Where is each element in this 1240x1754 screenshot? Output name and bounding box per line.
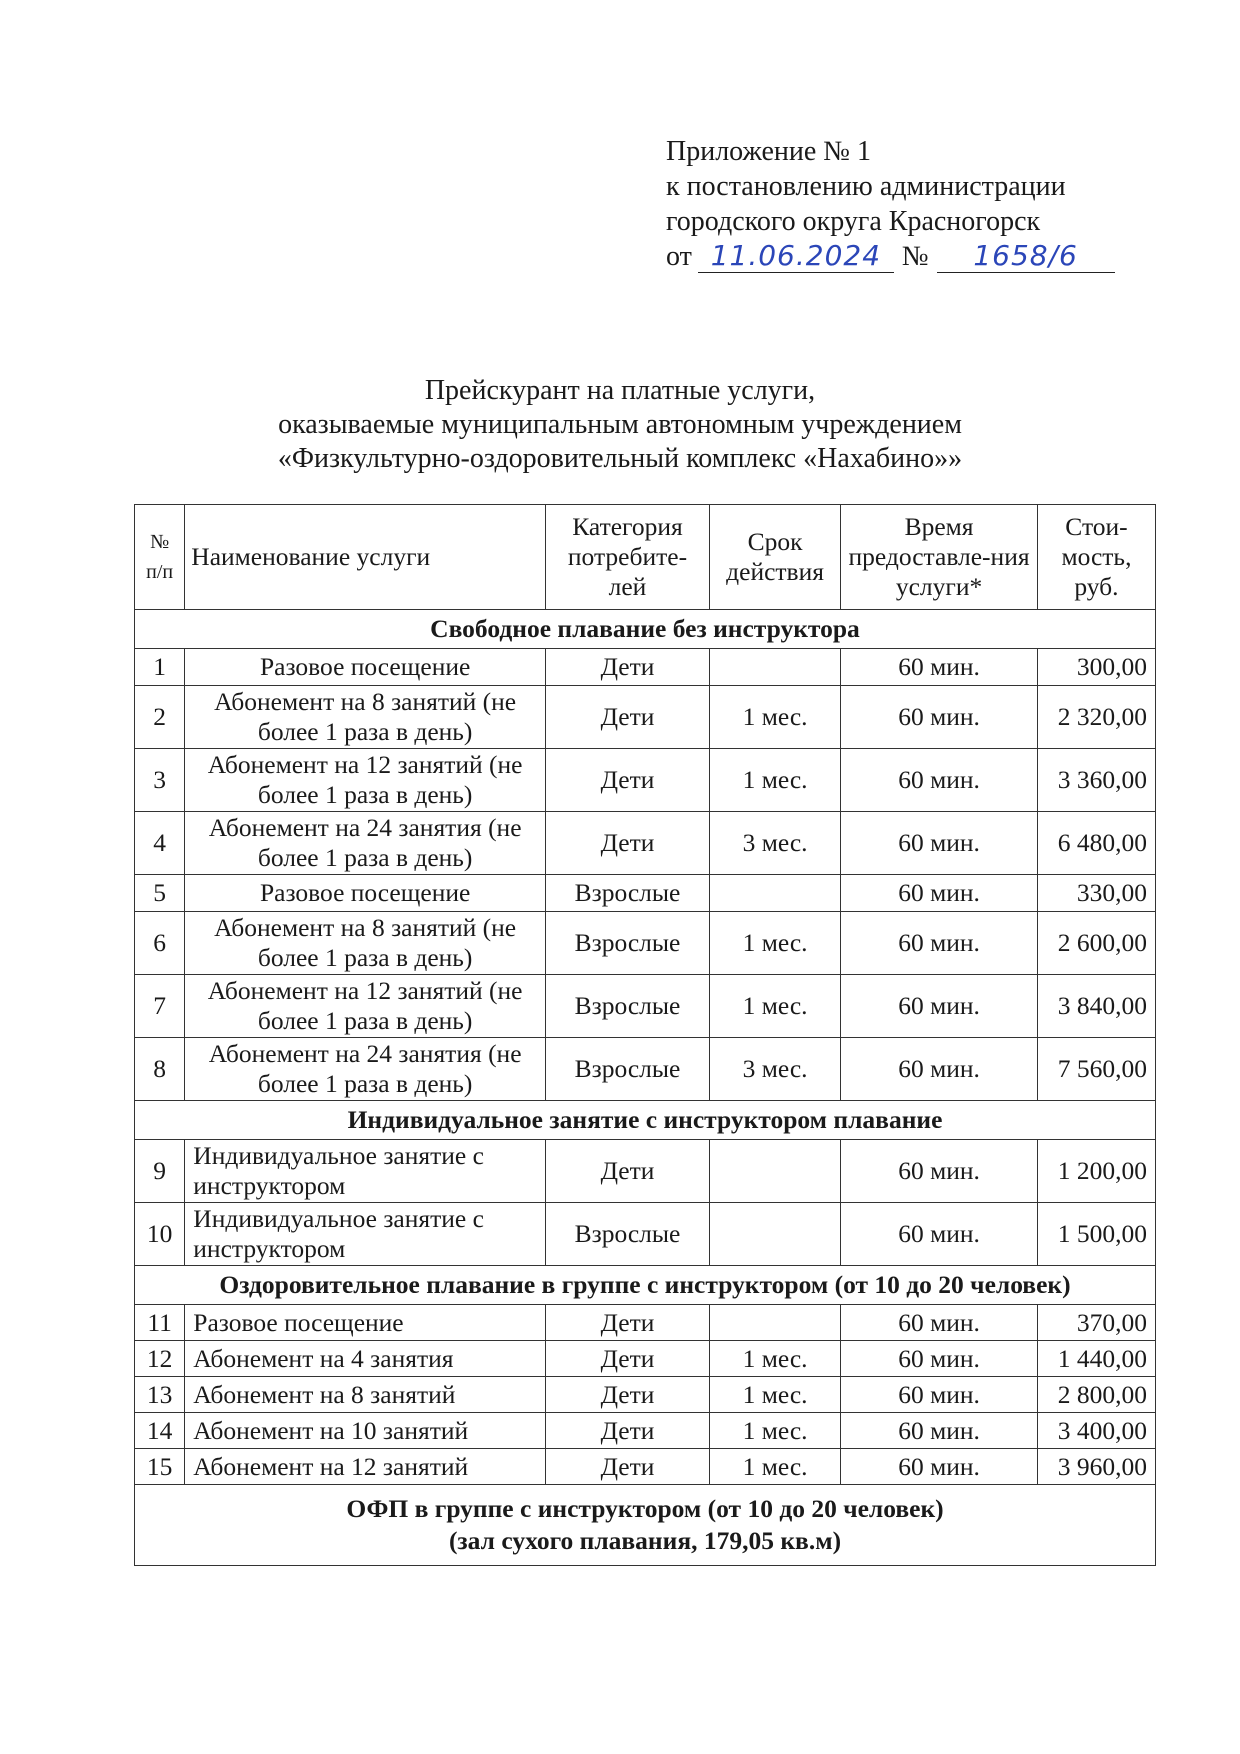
service-name: Абонемент на 8 занятий (не более 1 раза в день) — [185, 912, 546, 975]
consumer-category: Дети — [546, 749, 710, 812]
consumer-category: Дети — [546, 812, 710, 875]
service-duration: 60 мин. — [841, 1341, 1038, 1377]
header-category: Категория потребите-лей — [546, 505, 710, 610]
service-price: 3 840,00 — [1037, 975, 1155, 1038]
row-number: 2 — [135, 686, 185, 749]
row-number: 6 — [135, 912, 185, 975]
service-duration: 60 мин. — [841, 1413, 1038, 1449]
service-price: 1 200,00 — [1037, 1140, 1155, 1203]
row-number: 11 — [135, 1305, 185, 1341]
service-duration: 60 мин. — [841, 912, 1038, 975]
service-duration: 60 мин. — [841, 649, 1038, 686]
from-label: от — [666, 241, 692, 272]
appendix-line-4 — [666, 239, 1115, 274]
service-name: Разовое посещение — [185, 1305, 546, 1341]
table-row — [135, 686, 1156, 749]
row-number: 15 — [135, 1449, 185, 1485]
service-price: 2 320,00 — [1037, 686, 1155, 749]
validity-term: 1 мес. — [709, 912, 840, 975]
service-name: Абонемент на 24 занятия (не более 1 раза в день) — [185, 812, 546, 875]
table-row — [135, 812, 1156, 875]
row-number: 12 — [135, 1341, 185, 1377]
service-name: Абонемент на 8 занятий (не более 1 раза в день) — [185, 686, 546, 749]
row-number: 10 — [135, 1203, 185, 1266]
service-duration: 60 мин. — [841, 1203, 1038, 1266]
validity-term — [709, 875, 840, 912]
row-number: 9 — [135, 1140, 185, 1203]
table-row — [135, 1305, 1156, 1341]
header-price: Стои-мость, руб. — [1037, 505, 1155, 610]
service-price: 1 440,00 — [1037, 1341, 1155, 1377]
consumer-category: Взрослые — [546, 875, 710, 912]
service-duration: 60 мин. — [841, 749, 1038, 812]
table-row — [135, 1140, 1156, 1203]
section-title: Индивидуальное занятие с инструктором плавание — [135, 1101, 1156, 1140]
service-price: 7 560,00 — [1037, 1038, 1155, 1101]
service-price: 330,00 — [1037, 875, 1155, 912]
service-duration: 60 мин. — [841, 1377, 1038, 1413]
appendix-line-2: к постановлению администрации — [666, 171, 1066, 202]
appendix-line-3: городского округа Красногорск — [666, 206, 1041, 237]
service-price: 3 400,00 — [1037, 1413, 1155, 1449]
validity-term: 1 мес. — [709, 686, 840, 749]
service-name: Индивидуальное занятие с инструктором — [185, 1203, 546, 1266]
service-name: Абонемент на 12 занятий (не более 1 раза в день) — [185, 749, 546, 812]
service-price: 370,00 — [1037, 1305, 1155, 1341]
number-label: № — [901, 241, 929, 272]
service-name: Абонемент на 10 занятий — [185, 1413, 546, 1449]
row-number: 4 — [135, 812, 185, 875]
table-row — [135, 1413, 1156, 1449]
header-term: Срок действия — [709, 505, 840, 610]
table-row — [135, 912, 1156, 975]
service-name: Разовое посещение — [185, 649, 546, 686]
row-number: 13 — [135, 1377, 185, 1413]
consumer-category: Дети — [546, 649, 710, 686]
section-title: Свободное плавание без инструктора — [135, 610, 1156, 649]
table-row — [135, 1038, 1156, 1101]
price-table-body — [135, 610, 1156, 1566]
service-name: Индивидуальное занятие с инструктором — [185, 1140, 546, 1203]
header-name: Наименование услуги — [185, 505, 546, 610]
validity-term — [709, 1203, 840, 1266]
price-table — [134, 504, 1156, 1566]
consumer-category: Дети — [546, 1305, 710, 1341]
validity-term: 1 мес. — [709, 1413, 840, 1449]
handwritten-date: 11.06.2024 — [710, 239, 882, 272]
table-row — [135, 1449, 1156, 1485]
section-title: Оздоровительное плавание в группе с инструктором (от 10 до 20 человек) — [135, 1266, 1156, 1305]
title-line-2: оказываемые муниципальным автономным учреждением — [278, 409, 962, 440]
validity-term: 1 мес. — [709, 1449, 840, 1485]
section-title-line-2: (зал сухого плавания, 179,05 кв.м) — [448, 1526, 842, 1555]
service-name: Абонемент на 24 занятия (не более 1 раза в день) — [185, 1038, 546, 1101]
table-row — [135, 1341, 1156, 1377]
validity-term: 1 мес. — [709, 749, 840, 812]
consumer-category: Дети — [546, 1449, 710, 1485]
service-name: Абонемент на 12 занятий (не более 1 раза в день) — [185, 975, 546, 1038]
row-number: 1 — [135, 649, 185, 686]
validity-term — [709, 1140, 840, 1203]
section-title-line-1: ОФП в группе с инструктором (от 10 до 20 человек) — [346, 1494, 944, 1523]
table-row — [135, 1377, 1156, 1413]
row-number: 7 — [135, 975, 185, 1038]
consumer-category: Дети — [546, 1377, 710, 1413]
service-price: 300,00 — [1037, 649, 1155, 686]
section-title — [135, 1485, 1156, 1566]
consumer-category: Взрослые — [546, 1203, 710, 1266]
consumer-category: Взрослые — [546, 1038, 710, 1101]
row-number: 8 — [135, 1038, 185, 1101]
validity-term: 1 мес. — [709, 1341, 840, 1377]
service-duration: 60 мин. — [841, 812, 1038, 875]
consumer-category: Дети — [546, 1140, 710, 1203]
consumer-category: Дети — [546, 1413, 710, 1449]
table-row — [135, 749, 1156, 812]
service-price: 2 800,00 — [1037, 1377, 1155, 1413]
consumer-category: Дети — [546, 1341, 710, 1377]
row-number: 5 — [135, 875, 185, 912]
table-row — [135, 975, 1156, 1038]
validity-term: 1 мес. — [709, 1377, 840, 1413]
service-duration: 60 мин. — [841, 686, 1038, 749]
table-row — [135, 649, 1156, 686]
table-header-row — [135, 505, 1156, 610]
section-header-row — [135, 1101, 1156, 1140]
section-header-row — [135, 1266, 1156, 1305]
validity-term — [709, 649, 840, 686]
service-price: 3 360,00 — [1037, 749, 1155, 812]
service-duration: 60 мин. — [841, 1449, 1038, 1485]
service-price: 6 480,00 — [1037, 812, 1155, 875]
section-header-row — [135, 1485, 1156, 1566]
title-line-3: «Физкультурно-оздоровительный комплекс «Нахабино»» — [277, 443, 963, 474]
service-price: 1 500,00 — [1037, 1203, 1155, 1266]
table-row — [135, 1203, 1156, 1266]
service-name: Абонемент на 4 занятия — [185, 1341, 546, 1377]
validity-term: 1 мес. — [709, 975, 840, 1038]
service-duration: 60 мин. — [841, 1305, 1038, 1341]
title-line-1: Прейскурант на платные услуги, — [424, 375, 816, 406]
appendix-line-1: Приложение № 1 — [666, 136, 871, 167]
row-number: 3 — [135, 749, 185, 812]
service-name: Абонемент на 8 занятий — [185, 1377, 546, 1413]
service-duration: 60 мин. — [841, 1140, 1038, 1203]
section-header-row — [135, 610, 1156, 649]
header-time: Время предоставле-ния услуги* — [841, 505, 1038, 610]
validity-term: 3 мес. — [709, 1038, 840, 1101]
validity-term: 3 мес. — [709, 812, 840, 875]
service-duration: 60 мин. — [841, 975, 1038, 1038]
document-title — [120, 374, 1120, 476]
service-price: 2 600,00 — [1037, 912, 1155, 975]
service-name: Абонемент на 12 занятий — [185, 1449, 546, 1485]
service-duration: 60 мин. — [841, 1038, 1038, 1101]
consumer-category: Взрослые — [546, 975, 710, 1038]
service-name: Разовое посещение — [185, 875, 546, 912]
consumer-category: Взрослые — [546, 912, 710, 975]
table-row — [135, 875, 1156, 912]
validity-term — [709, 1305, 840, 1341]
service-price: 3 960,00 — [1037, 1449, 1155, 1485]
handwritten-number: 1658/6 — [973, 239, 1078, 272]
header-num: № п/п — [135, 505, 185, 610]
consumer-category: Дети — [546, 686, 710, 749]
appendix-block — [666, 134, 1115, 274]
service-duration: 60 мин. — [841, 875, 1038, 912]
row-number: 14 — [135, 1413, 185, 1449]
